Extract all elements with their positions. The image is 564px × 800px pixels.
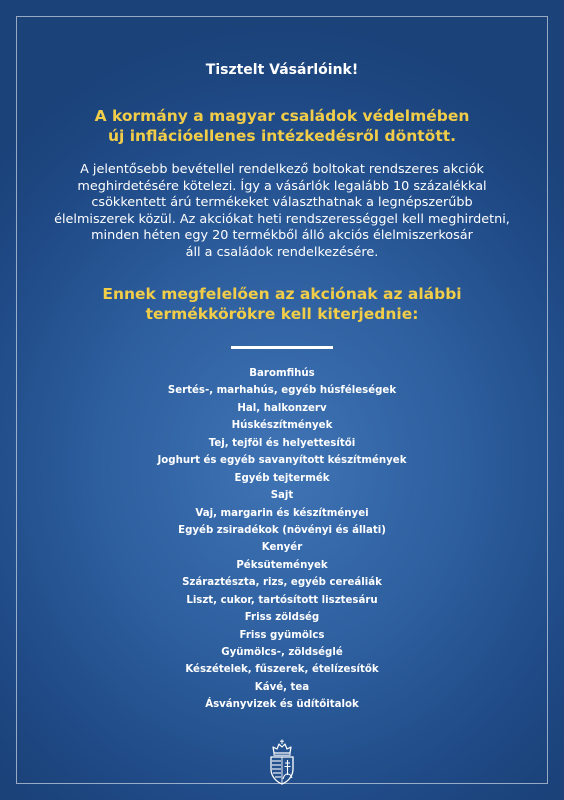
body-line: csökkentett árú termékeket választhatnak a legnépszerűbb [91,195,473,211]
subheading-line: termékkörökre kell kiterjednie: [145,305,419,323]
body-line: A jelentősebb bevétellel rendelkező boltokat rendszeres akciók [80,162,484,177]
list-item: Sajt [270,490,294,502]
list-item: Készételek, fűszerek, ételízesítők [185,664,379,676]
list-item: Húskészítmények [231,420,333,432]
greeting-title: Tisztelt Vásárlóink! [205,62,359,78]
hungarian-coat-of-arms-icon [268,738,296,786]
list-item: Joghurt és egyéb savanyított készítmények [157,455,407,467]
list-item: Friss zöldség [244,612,320,624]
list-item: Gyümölcs-, zöldséglé [221,647,343,658]
list-item: Friss gyümölcs [239,629,325,641]
list-item: Tej, tejföl és helyettesítői [208,437,356,449]
body-line: meghirdetésére kötelezi. Így a vásárlók legalább 10 százalékkal [77,178,487,194]
list-item: Sertés-, marhahús, egyéb húsféleségek [167,385,397,397]
list-item: Hal, halkonzerv [237,402,327,414]
product-list [0,365,564,714]
subheading [0,284,564,324]
list-item: Kávé, tea [254,681,310,693]
list-item: Vaj, margarin és készítményei [195,507,369,519]
headline-line: új inflációellenes intézkedésről döntött. [107,127,457,145]
subheading-line: Ennek megfelelően az akciónak az alábbi [102,285,462,303]
headline [0,106,564,146]
list-item: Száraztészta, rizs, egyéb cereáliák [182,577,382,589]
list-item: Kenyér [261,542,303,554]
list-item: Egyéb zsiradékok (növényi és állati) [178,524,386,536]
list-item: Liszt, cukor, tartósított lisztesáru [186,594,378,606]
list-item: Baromfihús [249,368,315,379]
body-line: áll a családok rendelkezésére. [185,244,379,260]
headline-line: A kormány a magyar családok védelmében [94,107,470,125]
list-item: Egyéb tejtermék [234,472,330,484]
divider [231,346,333,349]
body-line: minden héten egy 20 termékből álló akciós élelmiszerkosár [91,228,473,244]
body-line: élelmiszerek közül. Az akciókat heti rendszerességgel kell meghirdetni, [54,211,510,227]
list-item: Péksütemények [236,559,328,571]
body-paragraph [52,162,512,262]
list-item: Ásványvizek és üdítőitalok [205,699,359,711]
